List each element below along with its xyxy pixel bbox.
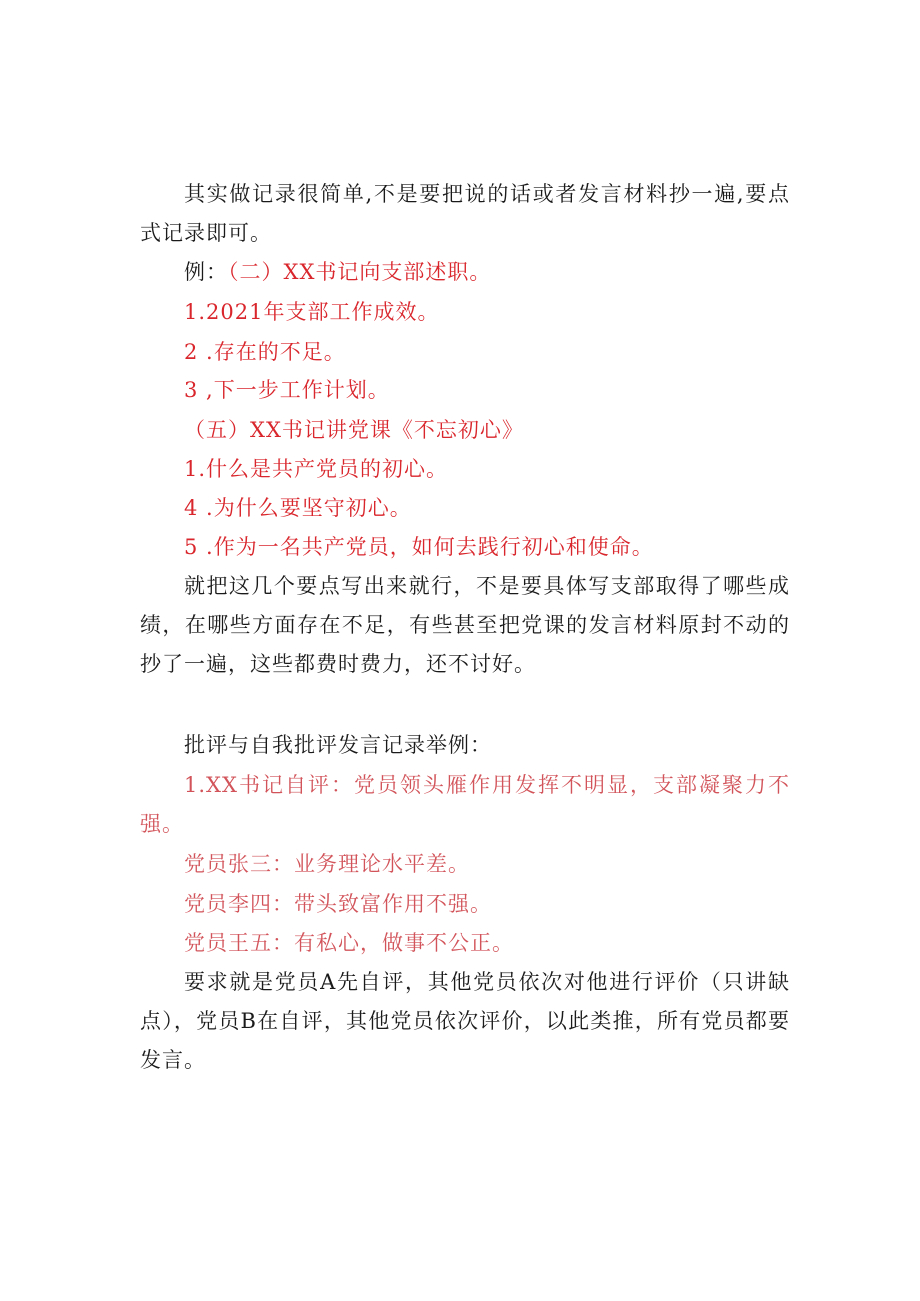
item-a-1: 1.2021年支部工作成效。 [184,300,440,324]
summary-paragraph: 就把这几个要点写出来就行，不是要具体写支部取得了哪些成绩，在哪些方面存在不足，有些甚至把党课的发言材料原封不动的抄了一遍，这些都费时费力，还不讨好。 [140,574,790,676]
criticism-item-3: 党员李四：带头致富作用不强。 [184,892,492,916]
example-prefix: 例： [184,260,228,284]
intro-paragraph: 其实做记录很简单,不是要把说的话或者发言材料抄一遍,要点式记录即可。 [140,182,790,245]
criticism-item-1: 1.XX书记自评：党员领头雁作用发挥不明显，支部凝聚力不强。 [140,773,790,836]
item-b-2: 4 .为什么要坚守初心。 [184,496,412,520]
criticism-item-2: 党员张三：业务理论水平差。 [184,852,470,876]
heading-b: （五）XX书记讲党课《不忘初心》 [184,418,524,442]
item-b-1: 1.什么是共产党员的初心。 [184,457,449,481]
example-heading: （二）XX书记向支部述职。 [228,260,492,284]
item-a-2: 2 .存在的不足。 [184,340,346,364]
example-line [184,253,788,291]
criticism-item-4: 党员王五：有私心，做事不公正。 [184,931,514,955]
criticism-title: 批评与自我批评发言记录举例： [184,733,492,757]
item-a-3: 3 ,下一步工作计划。 [184,378,390,402]
requirement-paragraph: 要求就是党员A先自评，其他党员依次对他进行评价（只讲缺点），党员B在自评，其他党员依次评价，以此类推，所有党员都要发言。 [140,970,790,1072]
item-b-3: 5 .作为一名共产党员，如何去践行初心和使命。 [184,535,654,559]
